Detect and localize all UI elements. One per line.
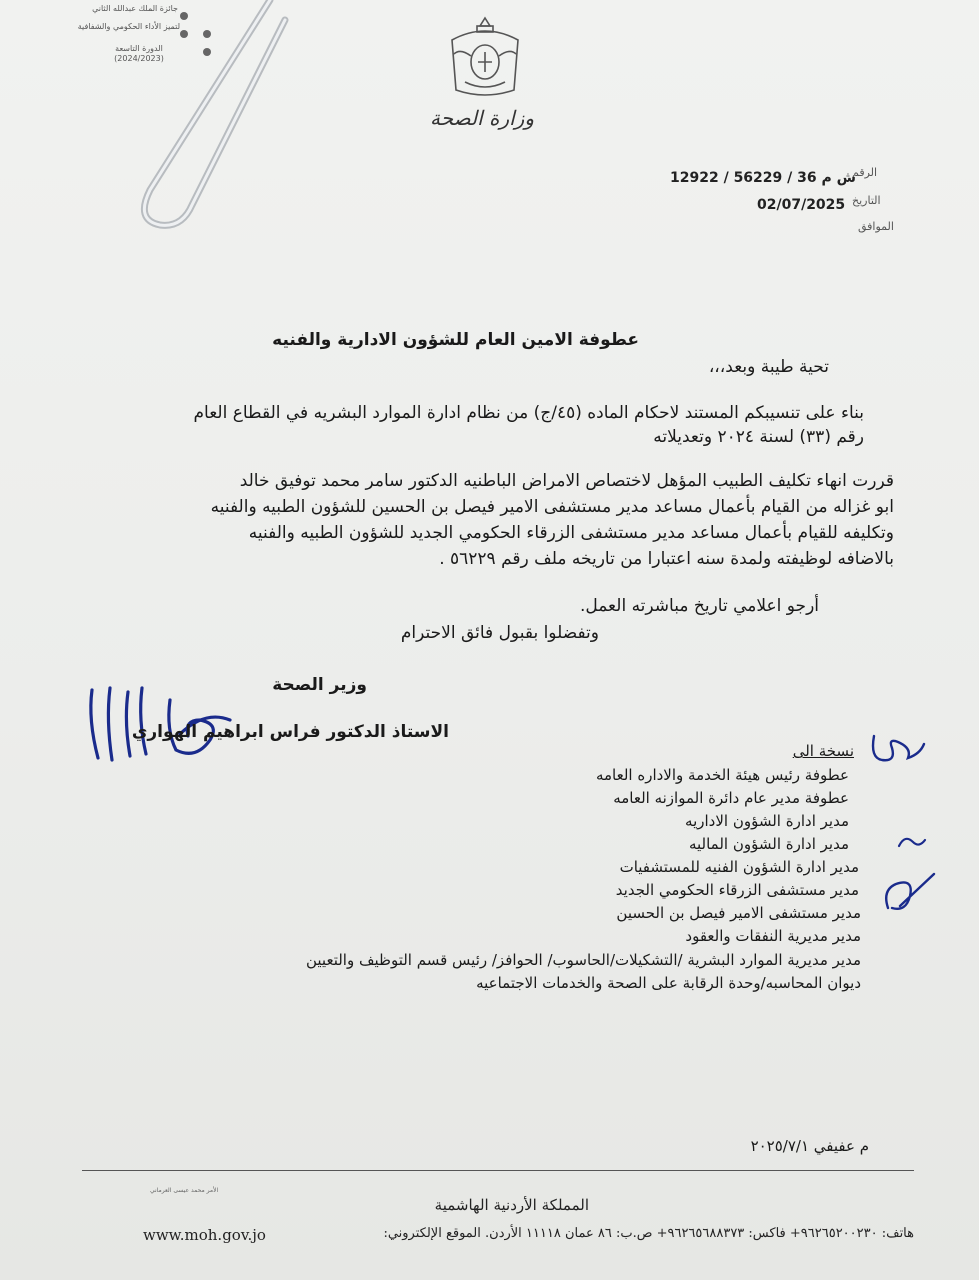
paragraph-2-line-2: ابو غزاله من القيام بأعمال مساعد مدير مستشفى الامير فيصل بن الحسين للشؤون الطبيه والفنيه xyxy=(210,497,894,517)
stamp-line-2: لتميز الأداء الحكومي والشفافية xyxy=(77,22,180,31)
footer-website: www.moh.gov.jo xyxy=(143,1226,266,1244)
cc-item-5: مدير ادارة الشؤون الفنيه للمستشفيات xyxy=(619,858,859,876)
cc-item-8: مدير مديرية النفقات والعقود xyxy=(685,927,861,945)
cc-item-2: عطوفة مدير عام دائرة الموازنه العامه xyxy=(613,789,849,807)
stamp-line-4: (2024/2023) xyxy=(114,54,164,63)
cc-item-4: مدير ادارة الشؤون الماليه xyxy=(688,835,849,853)
typist-reference: م عفيفي ٢٠٢٥/٧/١ xyxy=(750,1137,869,1155)
signatory-name: الاستاذ الدكتور فراس ابراهيم الهواري xyxy=(131,722,449,742)
corresponding-label: الموافق xyxy=(858,220,894,233)
ref-label: الرقم xyxy=(852,166,878,179)
paragraph-2-line-4: بالاضافه لوظيفته ولمدة سنه اعتبارا من تاريخه ملف رقم ٥٦٢٢٩ . xyxy=(439,549,894,569)
footer-tiny-note: الأمر محمد عيسى العرماني xyxy=(150,1187,219,1194)
stamp-line-1: جائزة الملك عبدالله الثاني xyxy=(92,4,178,13)
date-value: 02/07/2025 xyxy=(757,197,846,213)
cc-item-10: ديوان المحاسبه/وحدة الرقابة على الصحة والخدمات الاجتماعيه xyxy=(476,974,861,992)
cc-item-9: مدير مديرية الموارد البشرية /التشكيلات/الحاسوب/ الحوافز/ رئيس قسم التوظيف والتعيين xyxy=(305,951,861,969)
signatory-title: وزير الصحة xyxy=(272,675,367,695)
paperclip-icon xyxy=(120,0,290,230)
footer-contact: هاتف: ٩٦٢٦٥٢٠٠٢٣٠+ فاكس: ٩٦٢٦٥٦٨٨٣٧٣+ ص.ب: ٨٦ عمان ١١١١٨ الأردن. الموقع الإلكتروني: xyxy=(383,1226,914,1241)
paragraph-2-line-3: وتكليفه للقيام بأعمال مساعد مدير مستشفى الزرقاء الحكومي الجديد للشؤون الطبيه والفنيه xyxy=(248,523,894,543)
request-line: أرجو اعلامي تاريخ مباشرته العمل. xyxy=(579,596,819,616)
cc-item-1: عطوفة رئيس هيئة الخدمة والاداره العامه xyxy=(595,766,849,784)
cc-item-6: مدير مستشفى الزرقاء الحكومي الجديد xyxy=(615,881,859,899)
date-label: التاريخ xyxy=(852,194,881,207)
cc-heading: نسخة الى xyxy=(792,742,854,760)
ref-number: 12922 / 56229 / 36 ش م xyxy=(670,170,856,186)
greeting: تحية طيبة وبعد،،، xyxy=(708,357,829,377)
paragraph-1-line-2: رقم (٣٣) لسنة ٢٠٢٤ وتعديلاته xyxy=(653,427,864,447)
jordan-crest-icon xyxy=(440,12,530,102)
paragraph-2-line-1: قررت انهاء تكليف الطبيب المؤهل لاختصاص الامراض الباطنيه الدكتور سامر محمد توفيق خالد xyxy=(239,471,894,491)
footer-divider xyxy=(82,1170,914,1171)
closing-line: وتفضلوا بقبول فائق الاحترام xyxy=(400,623,599,643)
cc-item-3: مدير ادارة الشؤون الاداريه xyxy=(685,812,849,830)
handwritten-initial-1 xyxy=(868,728,928,768)
paragraph-1-line-1: بناء على تنسيبكم المستند لاحكام الماده (٤٥/ج) من نظام ادارة الموارد البشريه في القطاع العام xyxy=(193,403,864,423)
stamp-line-3: الدورة التاسعة xyxy=(115,44,163,53)
cc-item-7: مدير مستشفى الامير فيصل بن الحسين xyxy=(616,904,861,922)
handwritten-initial-2 xyxy=(895,830,930,855)
ministry-name: وزارة الصحة xyxy=(430,106,534,130)
handwritten-initial-3 xyxy=(880,868,940,918)
addressee: عطوفة الامين العام للشؤون الادارية والفنيه xyxy=(272,330,639,350)
footer-kingdom: المملكة الأردنية الهاشمية xyxy=(434,1196,589,1214)
